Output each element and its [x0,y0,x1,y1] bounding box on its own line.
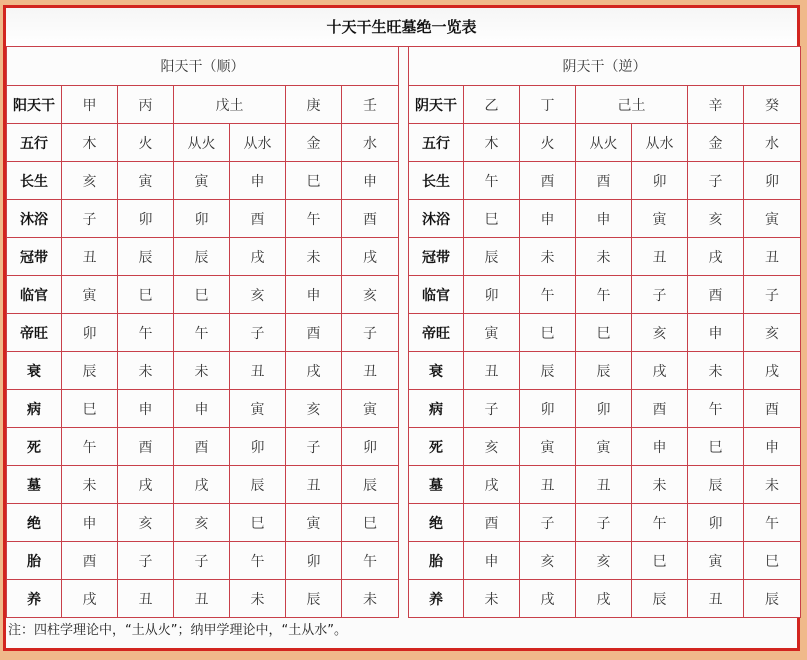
table-frame [3,5,800,651]
branch-cell: 戌 [286,352,342,390]
branch-cell: 寅 [174,162,230,200]
wuxing-cell: 从水 [632,124,688,162]
branch-cell: 寅 [464,314,520,352]
branch-cell: 酉 [464,504,520,542]
table-row [7,428,399,466]
branch-cell: 亥 [230,276,286,314]
wuxing-row [409,124,801,162]
branch-cell: 申 [342,162,399,200]
stem-cell: 庚 [286,86,342,124]
branch-cell: 酉 [632,390,688,428]
stem-cell: 戊土 [174,86,286,124]
table-row [409,314,801,352]
row-label: 冠带 [7,238,62,276]
branch-cell: 亥 [576,542,632,580]
branch-cell: 丑 [118,580,174,618]
wuxing-cell: 水 [744,124,801,162]
wuxing-cell: 木 [62,124,118,162]
branch-cell: 寅 [230,390,286,428]
branch-cell: 卯 [230,428,286,466]
branch-cell: 申 [174,390,230,428]
row-label: 长生 [7,162,62,200]
branch-cell: 辰 [174,238,230,276]
wuxing-cell: 金 [286,124,342,162]
branch-cell: 未 [464,580,520,618]
branch-cell: 卯 [286,542,342,580]
branch-cell: 未 [230,580,286,618]
branch-cell: 戌 [688,238,744,276]
branch-cell: 辰 [286,580,342,618]
row-label: 墓 [7,466,62,504]
branch-cell: 午 [230,542,286,580]
row-label: 沐浴 [409,200,464,238]
wuxing-cell: 木 [464,124,520,162]
branch-cell: 戌 [62,580,118,618]
branch-cell: 巳 [174,276,230,314]
branch-cell: 未 [576,238,632,276]
branch-cell: 戌 [576,580,632,618]
branch-cell: 子 [230,314,286,352]
row-label: 阳天干 [7,86,62,124]
branch-cell: 巳 [342,504,399,542]
table-row [409,162,801,200]
row-label: 养 [409,580,464,618]
branch-cell: 戌 [520,580,576,618]
wuxing-cell: 水 [342,124,399,162]
row-label: 阴天干 [409,86,464,124]
branch-cell: 子 [174,542,230,580]
table-row [7,542,399,580]
branch-cell: 子 [576,504,632,542]
branch-cell: 辰 [342,466,399,504]
branch-cell: 丑 [62,238,118,276]
wuxing-cell: 火 [118,124,174,162]
table-row [409,542,801,580]
branch-cell: 卯 [688,504,744,542]
branch-cell: 寅 [744,200,801,238]
branch-cell: 丑 [688,580,744,618]
branch-cell: 酉 [230,200,286,238]
row-label: 病 [7,390,62,428]
branch-cell: 未 [174,352,230,390]
branch-cell: 子 [342,314,399,352]
row-label: 衰 [409,352,464,390]
branch-cell: 巳 [118,276,174,314]
row-label: 绝 [409,504,464,542]
stem-cell: 丙 [118,86,174,124]
branch-cell: 辰 [744,580,801,618]
branch-cell: 寅 [688,542,744,580]
table-row [7,390,399,428]
branch-cell: 未 [688,352,744,390]
branch-cell: 未 [342,580,399,618]
branch-cell: 申 [576,200,632,238]
branch-cell: 亥 [342,276,399,314]
branch-cell: 申 [286,276,342,314]
row-label: 长生 [409,162,464,200]
branch-cell: 子 [688,162,744,200]
section-header: 阳天干（顺） [7,47,399,86]
branch-cell: 午 [520,276,576,314]
branch-cell: 辰 [520,352,576,390]
branch-cell: 丑 [632,238,688,276]
branch-cell: 午 [174,314,230,352]
stem-row [7,86,399,124]
branch-cell: 申 [520,200,576,238]
branch-cell: 戌 [744,352,801,390]
branch-cell: 子 [62,200,118,238]
row-label: 衰 [7,352,62,390]
stem-cell: 辛 [688,86,744,124]
branch-cell: 酉 [744,390,801,428]
branch-cell: 未 [62,466,118,504]
branch-cell: 寅 [576,428,632,466]
branch-cell: 申 [118,390,174,428]
branch-cell: 戌 [230,238,286,276]
branch-cell: 子 [464,390,520,428]
branch-cell: 巳 [688,428,744,466]
branch-cell: 未 [744,466,801,504]
branch-cell: 丑 [230,352,286,390]
stem-cell: 丁 [520,86,576,124]
branch-cell: 辰 [118,238,174,276]
row-label: 五行 [409,124,464,162]
row-label: 死 [7,428,62,466]
branch-cell: 寅 [342,390,399,428]
branch-cell: 午 [464,162,520,200]
wuxing-cell: 火 [520,124,576,162]
branch-cell: 亥 [62,162,118,200]
row-label: 五行 [7,124,62,162]
branch-cell: 酉 [62,542,118,580]
branch-cell: 亥 [464,428,520,466]
branch-cell: 巳 [520,314,576,352]
row-label: 胎 [7,542,62,580]
branch-cell: 丑 [576,466,632,504]
branch-cell: 卯 [62,314,118,352]
branch-cell: 戌 [632,352,688,390]
branch-cell: 丑 [744,238,801,276]
branch-cell: 子 [632,276,688,314]
branch-cell: 丑 [464,352,520,390]
row-label: 帝旺 [7,314,62,352]
branch-cell: 亥 [118,504,174,542]
branch-cell: 巳 [632,542,688,580]
branch-cell: 子 [520,504,576,542]
branch-cell: 戌 [118,466,174,504]
branch-cell: 酉 [576,162,632,200]
branch-cell: 辰 [464,238,520,276]
table-row [409,428,801,466]
branch-cell: 午 [688,390,744,428]
branch-cell: 亥 [688,200,744,238]
branch-cell: 酉 [174,428,230,466]
branch-cell: 卯 [576,390,632,428]
table-row [409,580,801,618]
table-row [7,580,399,618]
row-label: 沐浴 [7,200,62,238]
branch-cell: 巳 [744,542,801,580]
branch-cell: 子 [744,276,801,314]
branch-cell: 子 [286,428,342,466]
table-row [409,352,801,390]
table-row [7,466,399,504]
yin-stems-table [408,46,801,618]
branch-cell: 申 [632,428,688,466]
row-label: 病 [409,390,464,428]
branch-cell: 辰 [62,352,118,390]
branch-cell: 亥 [286,390,342,428]
branch-cell: 寅 [286,504,342,542]
branch-cell: 申 [464,542,520,580]
branch-cell: 申 [688,314,744,352]
table-row [409,390,801,428]
branch-cell: 卯 [632,162,688,200]
branch-cell: 戌 [464,466,520,504]
stem-row [409,86,801,124]
table-row [409,466,801,504]
branch-cell: 辰 [632,580,688,618]
branch-cell: 未 [286,238,342,276]
branch-cell: 申 [230,162,286,200]
branch-cell: 酉 [688,276,744,314]
branch-cell: 巳 [230,504,286,542]
branch-cell: 卯 [174,200,230,238]
row-label: 绝 [7,504,62,542]
branch-cell: 申 [744,428,801,466]
branch-cell: 酉 [342,200,399,238]
row-label: 墓 [409,466,464,504]
table-row [7,276,399,314]
branch-cell: 酉 [118,428,174,466]
branch-cell: 巳 [464,200,520,238]
row-label: 胎 [409,542,464,580]
branch-cell: 未 [520,238,576,276]
stem-cell: 甲 [62,86,118,124]
branch-cell: 午 [118,314,174,352]
branch-cell: 午 [632,504,688,542]
wuxing-row [7,124,399,162]
branch-cell: 丑 [174,580,230,618]
branch-cell: 亥 [520,542,576,580]
row-label: 帝旺 [409,314,464,352]
branch-cell: 巳 [576,314,632,352]
branch-cell: 辰 [230,466,286,504]
header-row [409,47,801,86]
branch-cell: 巳 [62,390,118,428]
branch-cell: 巳 [286,162,342,200]
footnote: 注：四柱学理论中，“土从火”；纳甲学理论中，“土从水”。 [8,623,347,638]
branch-cell: 卯 [342,428,399,466]
table-row [409,504,801,542]
table-row [7,200,399,238]
wuxing-cell: 从火 [576,124,632,162]
branch-cell: 未 [118,352,174,390]
table-row [7,504,399,542]
section-header: 阴天干（逆） [409,47,801,86]
branch-cell: 酉 [286,314,342,352]
branch-cell: 寅 [118,162,174,200]
row-label: 临官 [7,276,62,314]
row-label: 临官 [409,276,464,314]
branch-cell: 未 [632,466,688,504]
branch-cell: 丑 [520,466,576,504]
table-row [7,162,399,200]
wuxing-cell: 从水 [230,124,286,162]
branch-cell: 酉 [520,162,576,200]
branch-cell: 卯 [520,390,576,428]
branch-cell: 丑 [286,466,342,504]
wuxing-cell: 从火 [174,124,230,162]
row-label: 养 [7,580,62,618]
branch-cell: 卯 [744,162,801,200]
branch-cell: 子 [118,542,174,580]
stem-cell: 乙 [464,86,520,124]
branch-cell: 亥 [632,314,688,352]
row-label: 冠带 [409,238,464,276]
branch-cell: 亥 [744,314,801,352]
table-row [7,352,399,390]
branch-cell: 辰 [688,466,744,504]
table-row [7,238,399,276]
branch-cell: 亥 [174,504,230,542]
branch-cell: 卯 [118,200,174,238]
branch-cell: 午 [744,504,801,542]
table-row [7,314,399,352]
stem-cell: 癸 [744,86,801,124]
yang-stems-table [6,46,399,618]
table-row [409,200,801,238]
branch-cell: 午 [62,428,118,466]
branch-cell: 戌 [342,238,399,276]
branch-cell: 卯 [464,276,520,314]
branch-cell: 戌 [174,466,230,504]
branch-cell: 丑 [342,352,399,390]
header-row [7,47,399,86]
branch-cell: 午 [286,200,342,238]
branch-cell: 寅 [520,428,576,466]
table-row [409,238,801,276]
wuxing-cell: 金 [688,124,744,162]
branch-cell: 辰 [576,352,632,390]
page-title: 十天干生旺墓绝一览表 [6,8,797,47]
branch-cell: 寅 [62,276,118,314]
branch-cell: 午 [342,542,399,580]
stem-cell: 壬 [342,86,399,124]
table-row [409,276,801,314]
row-label: 死 [409,428,464,466]
branch-cell: 寅 [632,200,688,238]
stem-cell: 己土 [576,86,688,124]
branch-cell: 申 [62,504,118,542]
branch-cell: 午 [576,276,632,314]
